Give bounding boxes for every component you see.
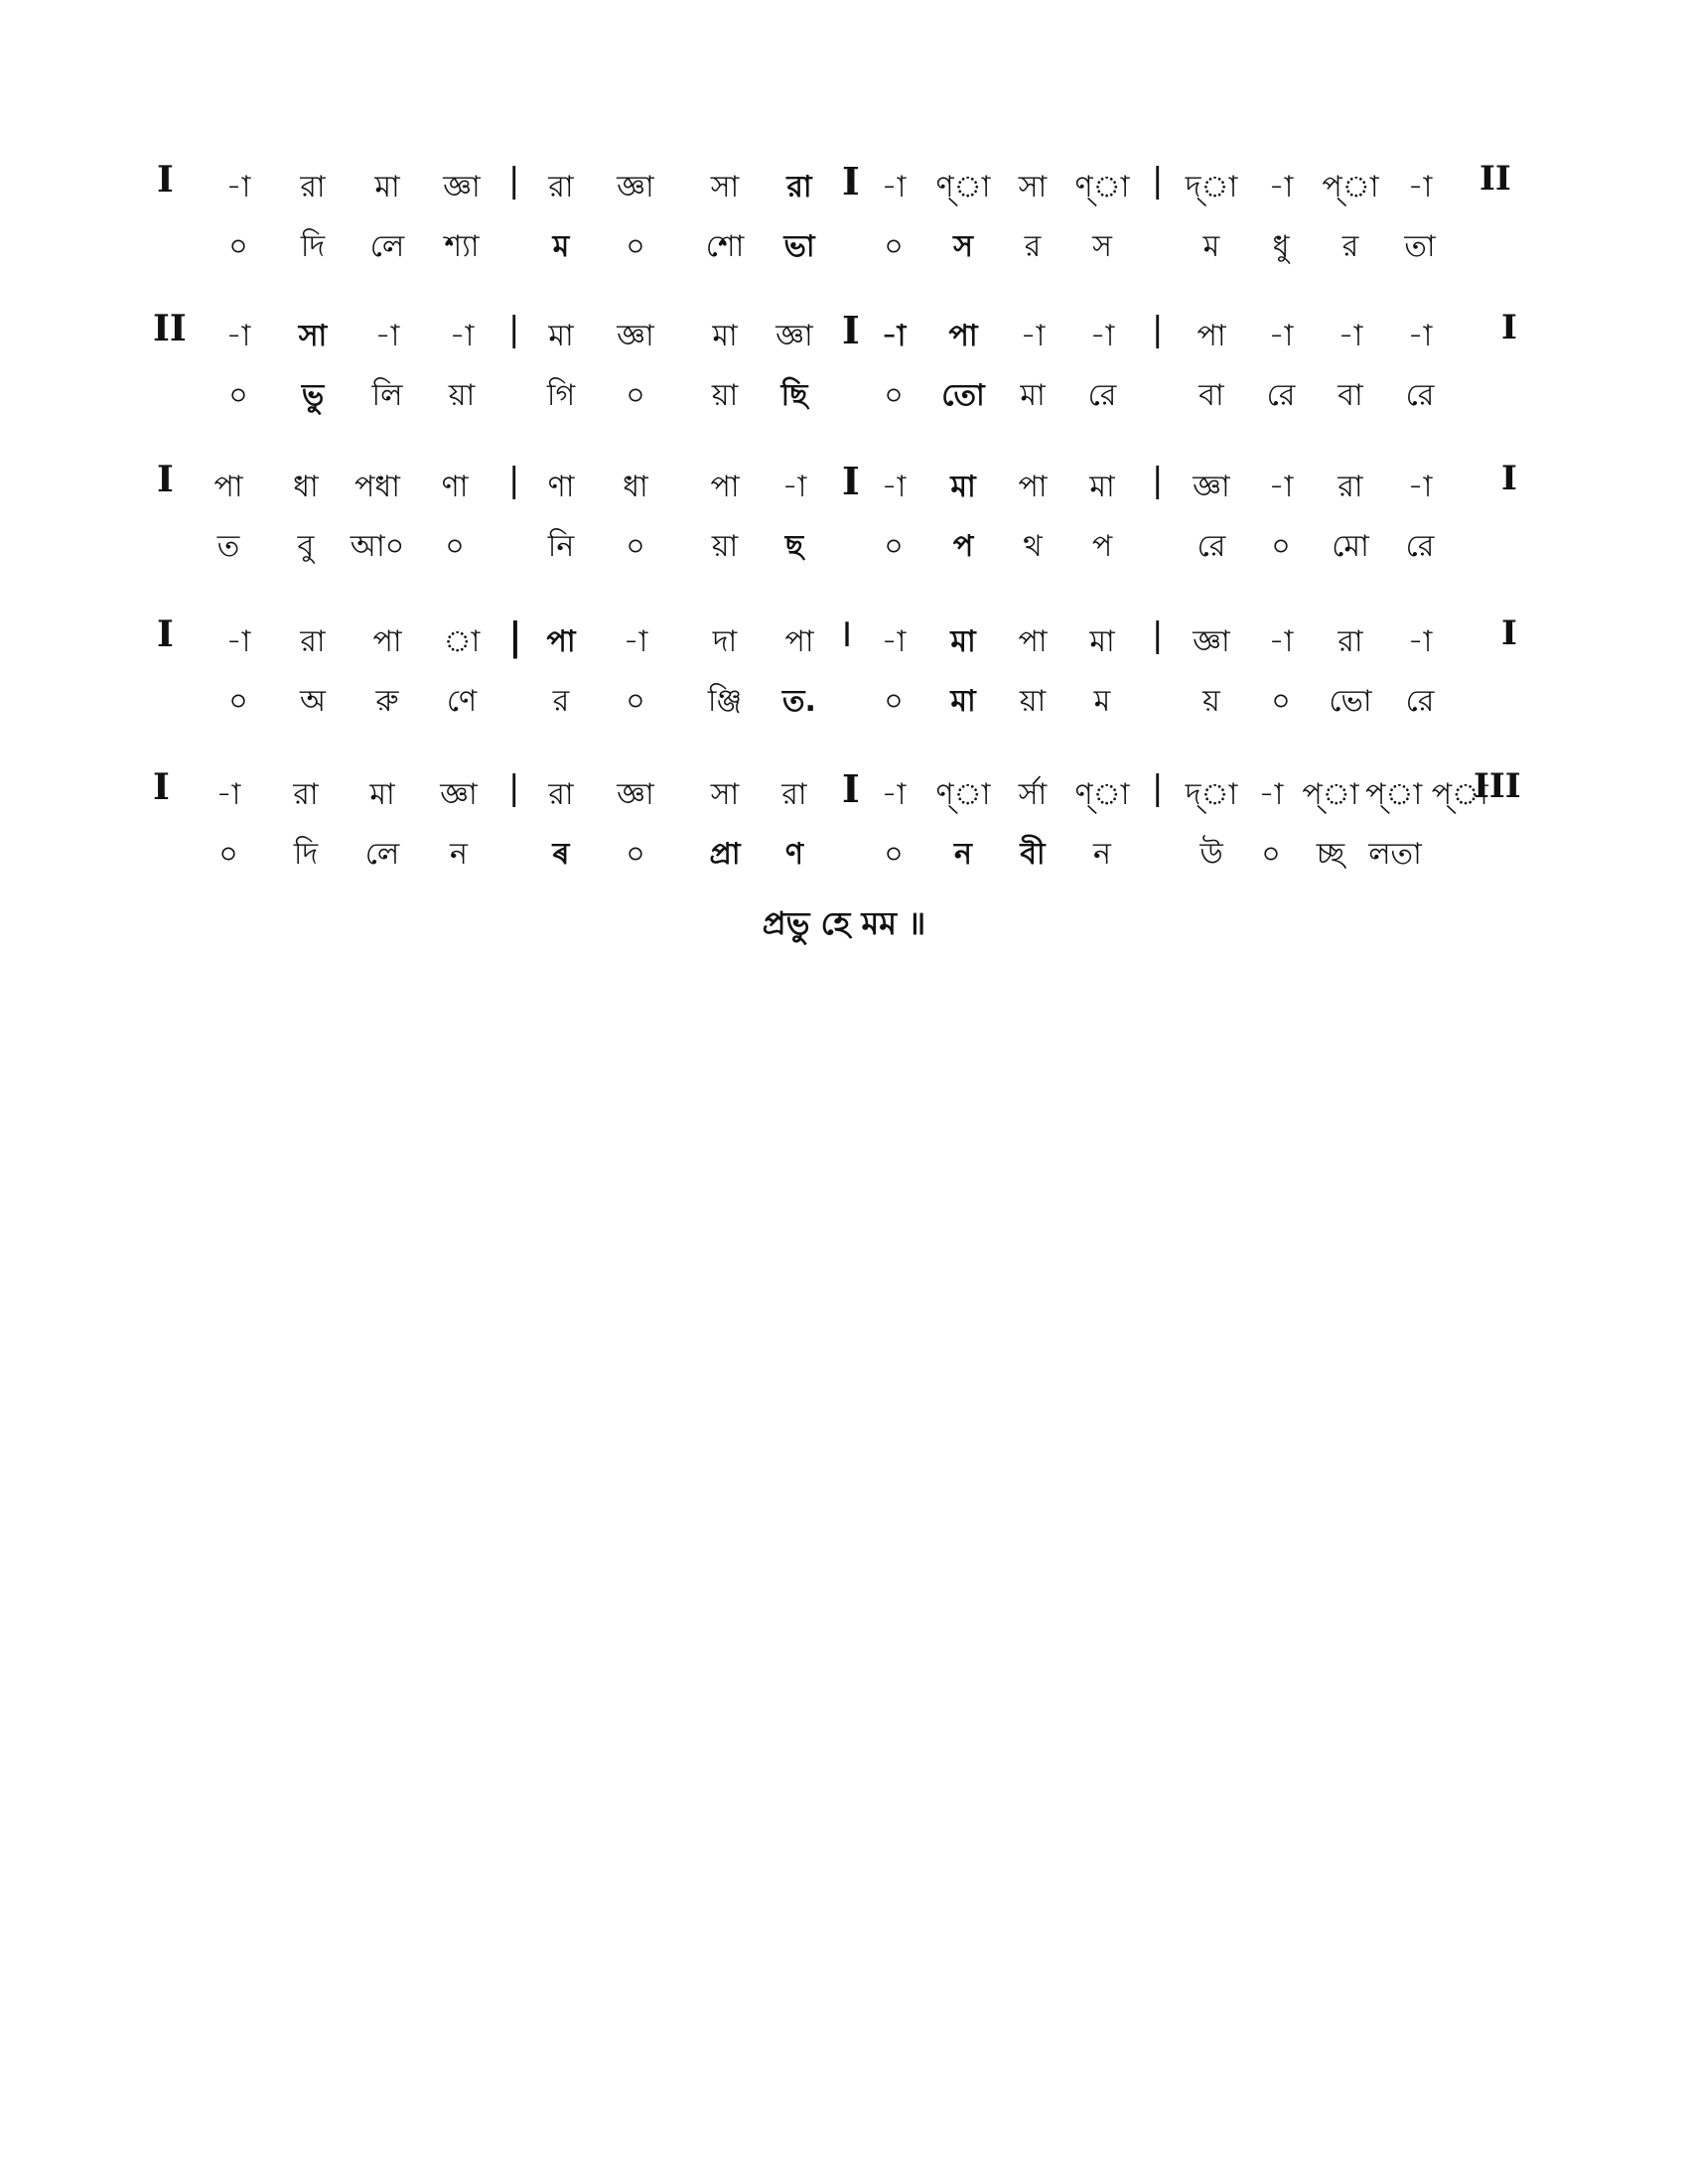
note: দা	[712, 624, 738, 659]
lyric: অ	[300, 684, 326, 719]
end-barline: III	[1474, 766, 1521, 806]
note: পা	[546, 624, 576, 659]
note: মা	[950, 624, 976, 659]
lyric: ০	[626, 684, 645, 719]
lyric: ০	[884, 378, 904, 413]
note: রা	[300, 170, 326, 205]
lyric: মা	[950, 684, 976, 719]
note: -া	[1268, 319, 1294, 353]
note: দ্া	[1185, 170, 1238, 205]
note: মা	[1089, 470, 1115, 504]
lyric: লতা	[1368, 837, 1422, 872]
lyric: ম	[1093, 684, 1111, 719]
lyric: প	[952, 529, 974, 564]
note: -া	[1258, 777, 1284, 812]
note: -া	[1407, 319, 1433, 353]
note: সা	[710, 777, 740, 812]
lyric: মো	[1332, 529, 1369, 564]
notation-system-4	[149, 614, 1539, 752]
note: মা	[548, 319, 574, 353]
note: জ্ঞা	[617, 777, 654, 812]
note: রা	[1337, 624, 1363, 659]
measure-barline: I	[842, 308, 860, 352]
note: -া	[225, 319, 251, 353]
lyric: ভা	[783, 229, 815, 264]
lyric: য়	[1202, 684, 1220, 719]
note: পা	[784, 624, 814, 659]
note: ণা	[441, 470, 469, 504]
lyric: ০	[884, 529, 904, 564]
lyric: ০	[884, 684, 904, 719]
note: -া	[225, 624, 251, 659]
start-barline: I	[157, 614, 174, 655]
lyric: গি	[546, 378, 576, 413]
note: -া	[881, 470, 907, 504]
beat-barline: |	[1152, 161, 1164, 201]
lyric: ০	[626, 378, 645, 413]
note: -া	[1268, 624, 1294, 659]
lyric: নি	[547, 529, 575, 564]
note: মা	[1089, 624, 1115, 659]
lyric: ত	[216, 529, 240, 564]
note: ধা	[293, 470, 319, 504]
note: -া	[881, 777, 907, 812]
note: ণ্া	[935, 170, 991, 205]
note: ণ্া	[935, 777, 991, 812]
note: রা	[1337, 470, 1363, 504]
note: ধা	[623, 470, 648, 504]
note: ণ্া	[1074, 777, 1130, 812]
note: -া	[215, 777, 241, 812]
note: -া	[1268, 470, 1294, 504]
note: জ্ঞা	[443, 170, 481, 205]
lyric: তা	[1404, 229, 1436, 264]
note: রা	[786, 170, 812, 205]
note: -া	[225, 170, 251, 205]
note: -া	[1407, 170, 1433, 205]
lyric: বী	[1020, 837, 1046, 872]
note: ণা	[547, 470, 575, 504]
note: -া	[1020, 319, 1046, 353]
note: সা	[1018, 170, 1048, 205]
beat-barline: |	[1152, 310, 1164, 349]
note: মা	[374, 170, 400, 205]
lyric: ভো	[1329, 684, 1372, 719]
lyric: র	[1341, 229, 1359, 264]
refrain-line: প্রভু হে মম ॥	[762, 904, 926, 942]
measure-barline: I	[842, 459, 860, 503]
note: পা	[710, 470, 740, 504]
beat-barline: |	[508, 310, 520, 349]
lyric: ০	[445, 529, 465, 564]
measure-barline: I	[842, 159, 860, 204]
beat-barline: |	[1152, 615, 1164, 655]
lyric: রে	[1196, 529, 1226, 564]
note: ণ্া	[1074, 170, 1130, 205]
note: মা	[950, 470, 976, 504]
lyric: ন	[1093, 837, 1111, 872]
lyric: রে	[1405, 529, 1435, 564]
note: জ্ঞা	[617, 170, 654, 205]
note: রা	[781, 777, 807, 812]
note: জ্ঞা	[440, 777, 478, 812]
lyric: ০	[218, 837, 238, 872]
lyric: ৰ	[552, 837, 570, 872]
notation-system-5	[149, 766, 1539, 905]
lyric: ত.	[782, 684, 816, 719]
note: রা	[300, 624, 326, 659]
lyric: ণ	[784, 837, 804, 872]
lyric: তো	[941, 378, 985, 413]
note: া	[443, 624, 481, 659]
notation-system-2	[149, 308, 1539, 447]
beat-barline: |	[508, 614, 522, 658]
lyric: রে	[1087, 378, 1117, 413]
note: -া	[1268, 170, 1294, 205]
measure-barline: I	[842, 615, 853, 655]
beat-barline: |	[508, 461, 520, 500]
measure-barline: I	[842, 766, 860, 811]
lyric: ম	[1202, 229, 1220, 264]
beat-barline: |	[1152, 461, 1164, 500]
lyric: ছি	[780, 378, 808, 413]
lyric: দি	[293, 837, 319, 872]
note: প্া প্া	[1365, 777, 1488, 812]
note: -া	[881, 170, 907, 205]
lyric: য়া	[448, 378, 476, 413]
note: পা	[1018, 624, 1048, 659]
lyric: ভু	[301, 378, 325, 413]
lyric: ন	[450, 837, 468, 872]
note: পা	[948, 319, 978, 353]
lyric: প্রা	[709, 837, 741, 872]
note: রা	[548, 170, 574, 205]
lyric: ০	[1261, 837, 1281, 872]
lyric: ০	[884, 229, 904, 264]
note: মা	[712, 319, 738, 353]
note: -া	[623, 624, 648, 659]
note: প্া	[1322, 170, 1379, 205]
lyric: য়া	[1019, 684, 1047, 719]
lyric: ০	[1271, 684, 1291, 719]
note: পধা	[354, 470, 400, 504]
note: পা	[1196, 319, 1226, 353]
lyric: য়া	[711, 378, 739, 413]
lyric: দি	[300, 229, 326, 264]
end-barline: I	[1501, 459, 1517, 498]
lyric: শো	[705, 229, 745, 264]
lyric: র	[1024, 229, 1042, 264]
start-barline: II	[153, 308, 187, 349]
note: -া	[1089, 319, 1115, 353]
note: র্সা	[1018, 777, 1048, 812]
note: পা	[372, 624, 402, 659]
lyric: স	[1092, 229, 1112, 264]
note: দ্া	[1185, 777, 1238, 812]
beat-barline: |	[508, 161, 520, 201]
start-barline: I	[157, 459, 174, 500]
lyric: ০	[626, 529, 645, 564]
note: -া	[1337, 319, 1363, 353]
note: মা	[369, 777, 395, 812]
lyric: ০	[228, 229, 248, 264]
lyric: লে	[364, 837, 400, 872]
note: সা	[710, 170, 740, 205]
lyric: য়া	[711, 529, 739, 564]
start-barline: I	[153, 766, 170, 808]
note: রা	[548, 777, 574, 812]
notation-system-1	[149, 159, 1539, 298]
lyric: রে	[1405, 378, 1435, 413]
start-barline: I	[157, 159, 174, 201]
note: জ্ঞা	[1193, 470, 1230, 504]
lyric: ধু	[1272, 229, 1290, 264]
note: -া	[881, 624, 907, 659]
lyric: রে	[1405, 684, 1435, 719]
lyric: থ	[1023, 529, 1043, 564]
note: প্া	[1302, 777, 1359, 812]
lyric: ০	[228, 684, 248, 719]
lyric: লি	[371, 378, 403, 413]
end-barline: I	[1501, 614, 1517, 653]
lyric: বা	[1198, 378, 1224, 413]
lyric: মা	[1020, 378, 1046, 413]
lyric: র	[552, 684, 570, 719]
lyric: রু	[375, 684, 399, 719]
note: -া	[1407, 624, 1433, 659]
lyric: ন	[954, 837, 972, 872]
lyric: স	[953, 229, 973, 264]
lyric: রে	[1266, 378, 1296, 413]
lyric: ০	[884, 837, 904, 872]
note: -া	[374, 319, 400, 353]
beat-barline: |	[508, 768, 520, 808]
lyric: প	[1091, 529, 1113, 564]
note: পা	[213, 470, 243, 504]
lyric: ঞ্জি	[707, 684, 743, 719]
lyric: ০	[228, 378, 248, 413]
lyric: ছ	[784, 529, 804, 564]
note: জ্ঞা	[1193, 624, 1230, 659]
lyric: ০	[1271, 529, 1291, 564]
note: -া	[881, 319, 907, 353]
lyric: লে	[369, 229, 405, 264]
end-barline: I	[1501, 308, 1517, 347]
note: সা	[298, 319, 328, 353]
lyric: বা	[1337, 378, 1363, 413]
note: পা	[1018, 470, 1048, 504]
lyric: ম	[552, 229, 570, 264]
lyric: উ	[1199, 837, 1223, 872]
lyric: বু	[297, 529, 315, 564]
note: রা	[293, 777, 319, 812]
lyric: আ০	[350, 529, 405, 564]
lyric: চ্ছ	[1316, 837, 1345, 872]
lyric: শ্যা	[444, 229, 480, 264]
lyric: ণে	[446, 684, 478, 719]
lyric: ০	[626, 229, 645, 264]
end-barline: II	[1479, 159, 1511, 199]
note: -া	[781, 470, 807, 504]
lyric: ০	[626, 837, 645, 872]
note: জ্ঞা	[775, 319, 813, 353]
note: জ্ঞা	[617, 319, 654, 353]
notation-system-3	[149, 459, 1539, 598]
note: -া	[449, 319, 475, 353]
note: -া	[1407, 470, 1433, 504]
beat-barline: |	[1152, 768, 1164, 808]
